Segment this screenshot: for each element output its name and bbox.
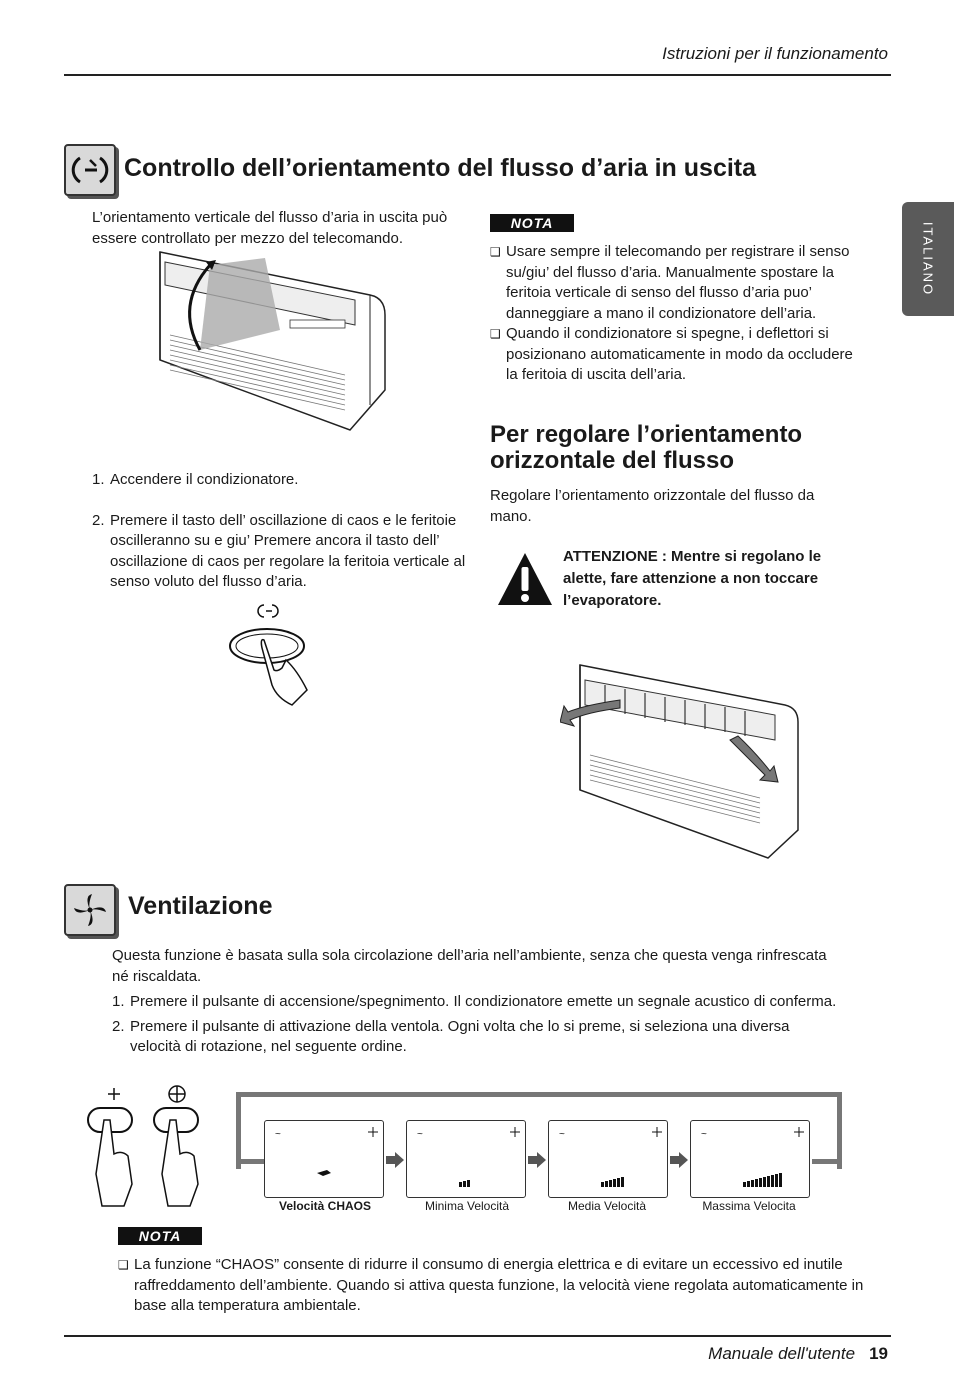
airflow-notes xyxy=(490,242,860,386)
arrow-right-icon xyxy=(528,1152,546,1168)
svg-text:~: ~ xyxy=(701,1129,707,1140)
airflow-note-1: ❑ Usare sempre il telecomando per registrare il senso su/giu’ del flusso d’aria. Manualmente spostare la feritoia verticale di senso del flusso d’aria puo’ danneggiare a mano il condizionatore dell’aria. xyxy=(490,242,860,324)
section-title-airflow: Controllo dell’orientamento del flusso d’aria in uscita xyxy=(124,154,757,182)
language-tab-label: ITALIANO xyxy=(920,221,936,297)
airflow-step-1: 1. Accendere il condizionatore. xyxy=(92,471,299,488)
svg-text:~: ~ xyxy=(559,1129,565,1140)
nota-label-1: NOTA xyxy=(490,214,574,232)
airflow-note-2: ❑ Quando il condizionatore si spegne, i deflettori si posizionano automaticamente in modo da occludere la feritoia di uscita dell’aria. xyxy=(490,324,860,386)
speed-panel-max xyxy=(690,1120,810,1198)
subsection-title-horizontal: Per regolare l’orientamento orizzontale del flusso xyxy=(490,421,803,474)
airflow-step-2: 2. Premere il tasto dell’ oscillazione di caos e le feritoie oscilleranno su e giu’ Premere ancora il tasto dell’ oscillazione di caos per regolare la feritoia verticale al senso voluto del flusso d’aria. xyxy=(92,511,466,590)
speed-caption-max: Massima Velocita xyxy=(702,1199,796,1213)
speed-panel-min xyxy=(406,1120,526,1198)
speed-caption-min: Minima Velocità xyxy=(424,1199,510,1213)
fan-buttons-illustration xyxy=(84,1084,224,1214)
ventilation-step-2: 2. Premere il pulsante di attivazione della ventola. Ogni volta che lo si preme, si seleziona una diversa velocità di rotazione, nel seguente ordine. xyxy=(112,1017,790,1055)
language-tab xyxy=(902,202,954,316)
ventilation-steps xyxy=(112,992,842,1058)
ac-unit-vertical-illustration xyxy=(140,240,400,440)
loop-end-stub xyxy=(812,1159,837,1164)
arrow-right-icon xyxy=(386,1152,404,1168)
airflow-steps xyxy=(92,470,472,593)
speed-panel-chaos xyxy=(264,1120,384,1198)
footer-label: Manuale dell'utente xyxy=(708,1344,856,1363)
horizontal-text: Regolare l’orientamento orizzontale del flusso da mano. xyxy=(490,487,815,525)
section-title-ventilation: Ventilazione xyxy=(128,892,273,920)
warning-icon xyxy=(496,550,554,613)
ventilation-step-1: 1. Premere il pulsante di accensione/spegnimento. Il condizionatore emette un segnale acustico di conferma. xyxy=(112,993,837,1010)
speed-caption-medium: Media Velocità xyxy=(567,1199,647,1213)
loop-return-stub xyxy=(236,1159,264,1164)
page-number: 19 xyxy=(869,1344,888,1363)
arrow-right-icon xyxy=(670,1152,688,1168)
speed-panel-medium xyxy=(548,1120,668,1198)
fan-icon xyxy=(64,884,116,936)
nota-label-2: NOTA xyxy=(118,1227,202,1245)
warning-text: ATTENZIONE : Mentre si regolano le alette, fare attenzione a non toccare l’evaporatore. xyxy=(563,548,822,609)
ac-unit-horizontal-illustration xyxy=(560,660,805,865)
speed-caption-chaos: Velocità CHAOS xyxy=(278,1199,372,1213)
chaos-note: ❑ La funzione “CHAOS” consente di ridurre il consumo di energia elettrica e di evitare un eccessivo ed inutile raffreddamento dell’ambiente. Quando si attiva questa funzione, la velocità viene regolata automaticamente in base alla temperatura ambientale. xyxy=(118,1255,874,1317)
footer-rule xyxy=(64,1335,891,1337)
header-rule xyxy=(64,74,891,76)
running-header: Istruzioni per il funzionamento xyxy=(662,44,888,63)
swing-icon xyxy=(64,144,116,196)
ventilation-intro: Questa funzione è basata sulla sola circolazione dell’aria nell’ambiente, senza che questa venga rinfrescata né riscaldata. xyxy=(112,947,827,985)
svg-text:~: ~ xyxy=(417,1129,423,1140)
svg-text:~: ~ xyxy=(275,1129,281,1140)
swing-button-illustration xyxy=(222,600,322,715)
airflow-intro: L’orientamento verticale del flusso d’aria in uscita può essere controllato per mezzo del telecomando. xyxy=(92,209,448,247)
footer xyxy=(708,1344,888,1364)
